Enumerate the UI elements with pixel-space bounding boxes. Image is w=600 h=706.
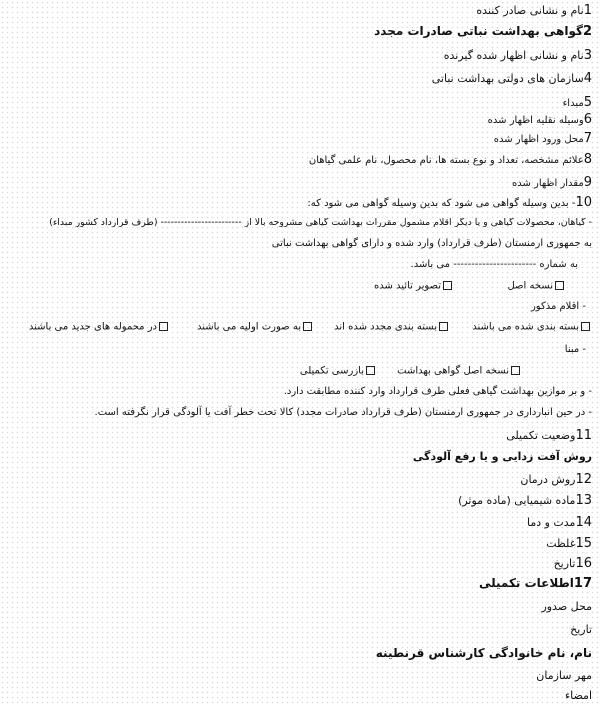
line-16 — [554, 557, 592, 570]
line-12-text: روش درمان — [520, 473, 576, 486]
basis-title: - مبنا — [564, 344, 586, 355]
line-4-number: 4 — [583, 71, 592, 86]
pack-3-checkbox[interactable] — [303, 322, 312, 331]
line-17-text: اطلاعات تکمیلی — [478, 576, 574, 590]
line-15 — [546, 537, 592, 550]
pack-1-label: بسته بندی شده می باشند — [472, 321, 579, 333]
doc-original-checkbox[interactable] — [555, 281, 564, 290]
line-8-text: علائم مشخصه، تعداد و نوع بسته ها، نام محصول، نام علمی گیاهان — [308, 155, 584, 166]
basis-option-2[interactable] — [300, 366, 375, 377]
line-12 — [520, 473, 592, 486]
line-1 — [476, 4, 592, 17]
line-11 — [506, 429, 592, 442]
line-2-text: گواهی بهداشت نباتی صادرات مجدد — [374, 24, 583, 38]
basis-1-label: نسخه اصل گواهی بهداشت — [397, 365, 509, 377]
items-title: - اقلام مذکور — [530, 301, 586, 312]
pack-option-4[interactable] — [29, 322, 168, 333]
section10-para5: - در حین انبارداری در جمهوری ارمنستان (طرف قرارداد صادرات مجدد) کالا تحت خطر آفت یا آلودگی قرار نگرفته است. — [94, 407, 592, 418]
line-16-number: 16 — [575, 556, 592, 571]
line-2-number: 2 — [582, 24, 592, 39]
organization-seal-label: مهر سازمان — [536, 669, 592, 682]
line-7-number: 7 — [583, 131, 592, 146]
basis-2-checkbox[interactable] — [366, 366, 375, 375]
doc-original-option[interactable] — [507, 281, 564, 292]
line-17-number: 17 — [573, 576, 592, 591]
pack-option-1[interactable] — [472, 322, 590, 333]
line-17 — [479, 577, 592, 590]
basis-1-checkbox[interactable] — [511, 366, 520, 375]
line-7-text: محل ورود اظهار شده — [493, 134, 584, 145]
line-5-number: 5 — [583, 95, 592, 110]
line-3-text: نام و نشانی اظهار شده گیرنده — [443, 49, 584, 62]
section10-para2: به جمهوری ارمنستان (طرف قرارداد) وارد شده و دارای گواهی بهداشت نباتی — [271, 238, 592, 249]
line-14 — [527, 516, 592, 529]
line-10-text: - بدین وسیله گواهی می شود که بدین وسیله گواهی می شود که: — [307, 198, 576, 209]
section10-para4: - و بر موازین بهداشت گیاهی فعلی طرف قرارداد وارد کننده مطابقت دارد. — [283, 386, 592, 397]
issue-place-label: محل صدور — [541, 600, 592, 613]
line-14-text: مدت و دما — [526, 516, 576, 529]
doc-copy-option[interactable] — [374, 281, 452, 292]
line-5 — [563, 96, 592, 109]
issue-date-label: تاریخ — [570, 623, 592, 636]
line-14-number: 14 — [575, 515, 592, 530]
pack-2-checkbox[interactable] — [439, 322, 448, 331]
pack-4-checkbox[interactable] — [159, 322, 168, 331]
line-16-text: تاریخ — [553, 557, 576, 570]
line-1-number: 1 — [583, 3, 592, 18]
line-7 — [494, 132, 592, 145]
basis-option-1[interactable] — [397, 366, 520, 377]
line-6 — [488, 113, 592, 126]
line-8 — [309, 153, 592, 166]
pack-1-checkbox[interactable] — [581, 322, 590, 331]
line-3 — [444, 49, 592, 62]
line-13-text: ماده شیمیایی (ماده موثر) — [458, 494, 576, 507]
line-11-number: 11 — [575, 428, 592, 443]
doc-copy-label: تصویر تائید شده — [373, 280, 441, 292]
line-15-text: غلظت — [546, 537, 576, 550]
section10-para1: - گیاهان، محصولات گیاهی و یا دیگر اقلام مشمول مقررات بهداشت گیاهی مشروحه بالا از ------------------------ (طرف قرارداد کشور مبداء) — [49, 218, 592, 228]
inspector-name-label: نام، نام خانوادگی کارشناس قرنطینه — [375, 646, 592, 660]
line-1-text: نام و نشانی صادر کننده — [476, 4, 584, 17]
pack-option-2[interactable] — [334, 322, 448, 333]
line-6-number: 6 — [583, 112, 592, 127]
treatment-heading-text: روش آفت زدایی و یا رفع آلودگی — [412, 450, 592, 463]
pack-option-3[interactable] — [197, 322, 312, 333]
pack-2-label: بسته بندی مجدد شده اند — [334, 321, 437, 333]
line-15-number: 15 — [575, 536, 592, 551]
line-4-text: سازمان های دولتی بهداشت نباتی — [431, 72, 584, 85]
line-11-text: وضعیت تکمیلی — [506, 429, 576, 442]
line-6-text: وسیله نقلیه اظهار شده — [487, 115, 584, 126]
line-4 — [432, 72, 592, 85]
line-10-number: 10 — [575, 195, 592, 210]
signature-label: امضاء — [564, 689, 592, 702]
basis-2-label: بازرسی تکمیلی — [299, 365, 364, 377]
pack-4-label: در محموله های جدید می باشند — [28, 321, 157, 333]
line-9-number: 9 — [583, 175, 592, 190]
doc-original-label: نسخه اصل — [507, 280, 553, 292]
line-3-number: 3 — [583, 48, 592, 63]
line-13-number: 13 — [575, 493, 592, 508]
line-9-text: مقدار اظهار شده — [512, 178, 584, 189]
doc-copy-checkbox[interactable] — [443, 281, 452, 290]
treatment-heading — [413, 451, 592, 462]
line-2 — [374, 25, 592, 38]
section10-para3: به شماره ----------------------- می باشد. — [410, 259, 578, 270]
line-10 — [307, 196, 592, 209]
line-8-number: 8 — [583, 152, 592, 167]
line-12-number: 12 — [575, 472, 592, 487]
line-5-text: مبداء — [562, 98, 584, 109]
pack-3-label: به صورت اولیه می باشند — [197, 321, 301, 333]
line-13 — [458, 494, 592, 507]
line-9 — [512, 176, 592, 189]
